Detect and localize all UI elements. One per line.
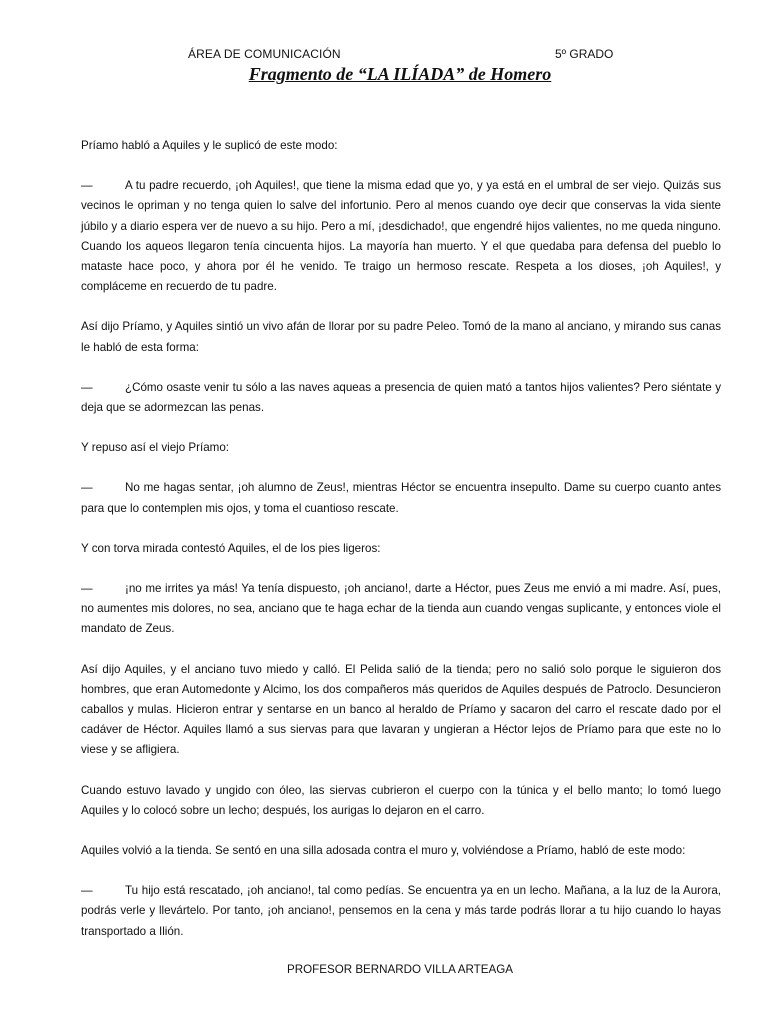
dialog-paragraph: — Tu hijo está rescatado, ¡oh anciano!, tal como pedías. Se encuentra ya en un lecho. Mañana, a la luz de la Aurora, podrás verle y llevártelo. Por tanto, ¡oh anciano!, pensemos en la cena y más tarde podrás llorar a tu hijo cuando lo hayas transportado a Ilión. (81, 881, 721, 942)
paragraph: Príamo habló a Aquiles y le suplicó de este modo: (81, 139, 338, 152)
paragraph: Así dijo Príamo, y Aquiles sintió un vivo afán de llorar por su padre Peleo. Tomó de la mano al anciano, y mirando sus canas le habló de esta forma: (81, 320, 721, 354)
paragraph: Cuando estuvo lavado y ungido con óleo, las siervas cubrieron el cuerpo con la túnica y el bello manto; lo tomó luego Aquiles y lo colocó sobre un lecho; después, los aurigas lo dejaron en el carro. (81, 783, 721, 817)
dialog-paragraph: — ¿Cómo osaste venir tu sólo a las naves aqueas a presencia de quien mató a tantos hijos valientes? Pero siéntate y deja que se adormezcan las penas. (81, 378, 721, 418)
dialog-dash: — (81, 179, 93, 193)
footer-author: PROFESOR BERNARDO VILLA ARTEAGA (287, 963, 513, 976)
paragraph: Aquiles volvió a la tienda. Se sentó en una silla adosada contra el muro y, volviéndose a Príamo, habló de este modo: (81, 844, 686, 858)
dialog-paragraph: — No me hagas sentar, ¡oh alumno de Zeus!, mientras Héctor se encuentra insepulto. Dame su cuerpo cuanto antes para que lo contemplen mis ojos, y toma el cuantioso rescate. (81, 478, 721, 518)
paragraph: Y con torva mirada contestó Aquiles, el de los pies ligeros: (81, 541, 381, 555)
dialog-dash: — (81, 481, 93, 495)
paragraph: Así dijo Aquiles, y el anciano tuvo miedo y calló. El Pelida salió de la tienda; pero no salió solo porque le siguieron dos hombres, que eran Automedonte y Alcimo, los dos compañeros más queridos de Aquiles después de Patroclo. Desuncieron caballos y mulas. Hicieron entrar y sentarse en un banco al heraldo de Príamo y sacaron del carro el rescate dado por el cadáver de Héctor. Aquiles llamó a sus siervas para que lavaran y ungieran a Héctor lejos de Príamo para que este no lo viese y se afligiera. (81, 662, 721, 757)
paragraph: Y repuso así el viejo Príamo: (81, 441, 230, 455)
dialog-paragraph: — A tu padre recuerdo, ¡oh Aquiles!, que tiene la misma edad que yo, y ya está en el umbral de ser viejo. Quizás sus vecinos le opriman y no tenga quien lo salve del infortunio. Pero al menos cuando oye decir que conservas la vida siente júbilo y a diario espera ver de nuevo a su hijo. Pero a mí, ¡desdichado!, que engendré hijos valientes, no me queda ninguno. Cuando los aqueos llegaron tenía cincuenta hijos. La mayoría han muerto. Y el que quedaba para defensa del pueblo lo mataste hace poco, y ahora por él he venido. Te traigo un hermoso rescate. Respeta a los dioses, ¡oh Aquiles!, y compláceme en recuerdo de tu padre. (81, 176, 721, 297)
document-title: Fragmento de “LA ILÍADA” de Homero (248, 64, 552, 84)
dialog-dash: — (81, 380, 93, 394)
header-area: ÁREA DE COMUNICACIÓN (188, 47, 341, 61)
dialog-paragraph: — ¡no me irrites ya más! Ya tenía dispuesto, ¡oh anciano!, darte a Héctor, pues Zeus me envió a mi madre. Así, pues, no aumentes mis dolores, no sea, anciano que te haga echar de la tienda aun cuando vengas suplicante, y entonces viole el mandato de Zeus. (81, 579, 721, 640)
header-grade: 5º GRADO (555, 47, 614, 61)
document-body (81, 136, 721, 962)
dialog-dash: — (81, 582, 93, 596)
dialog-dash: — (81, 884, 93, 898)
